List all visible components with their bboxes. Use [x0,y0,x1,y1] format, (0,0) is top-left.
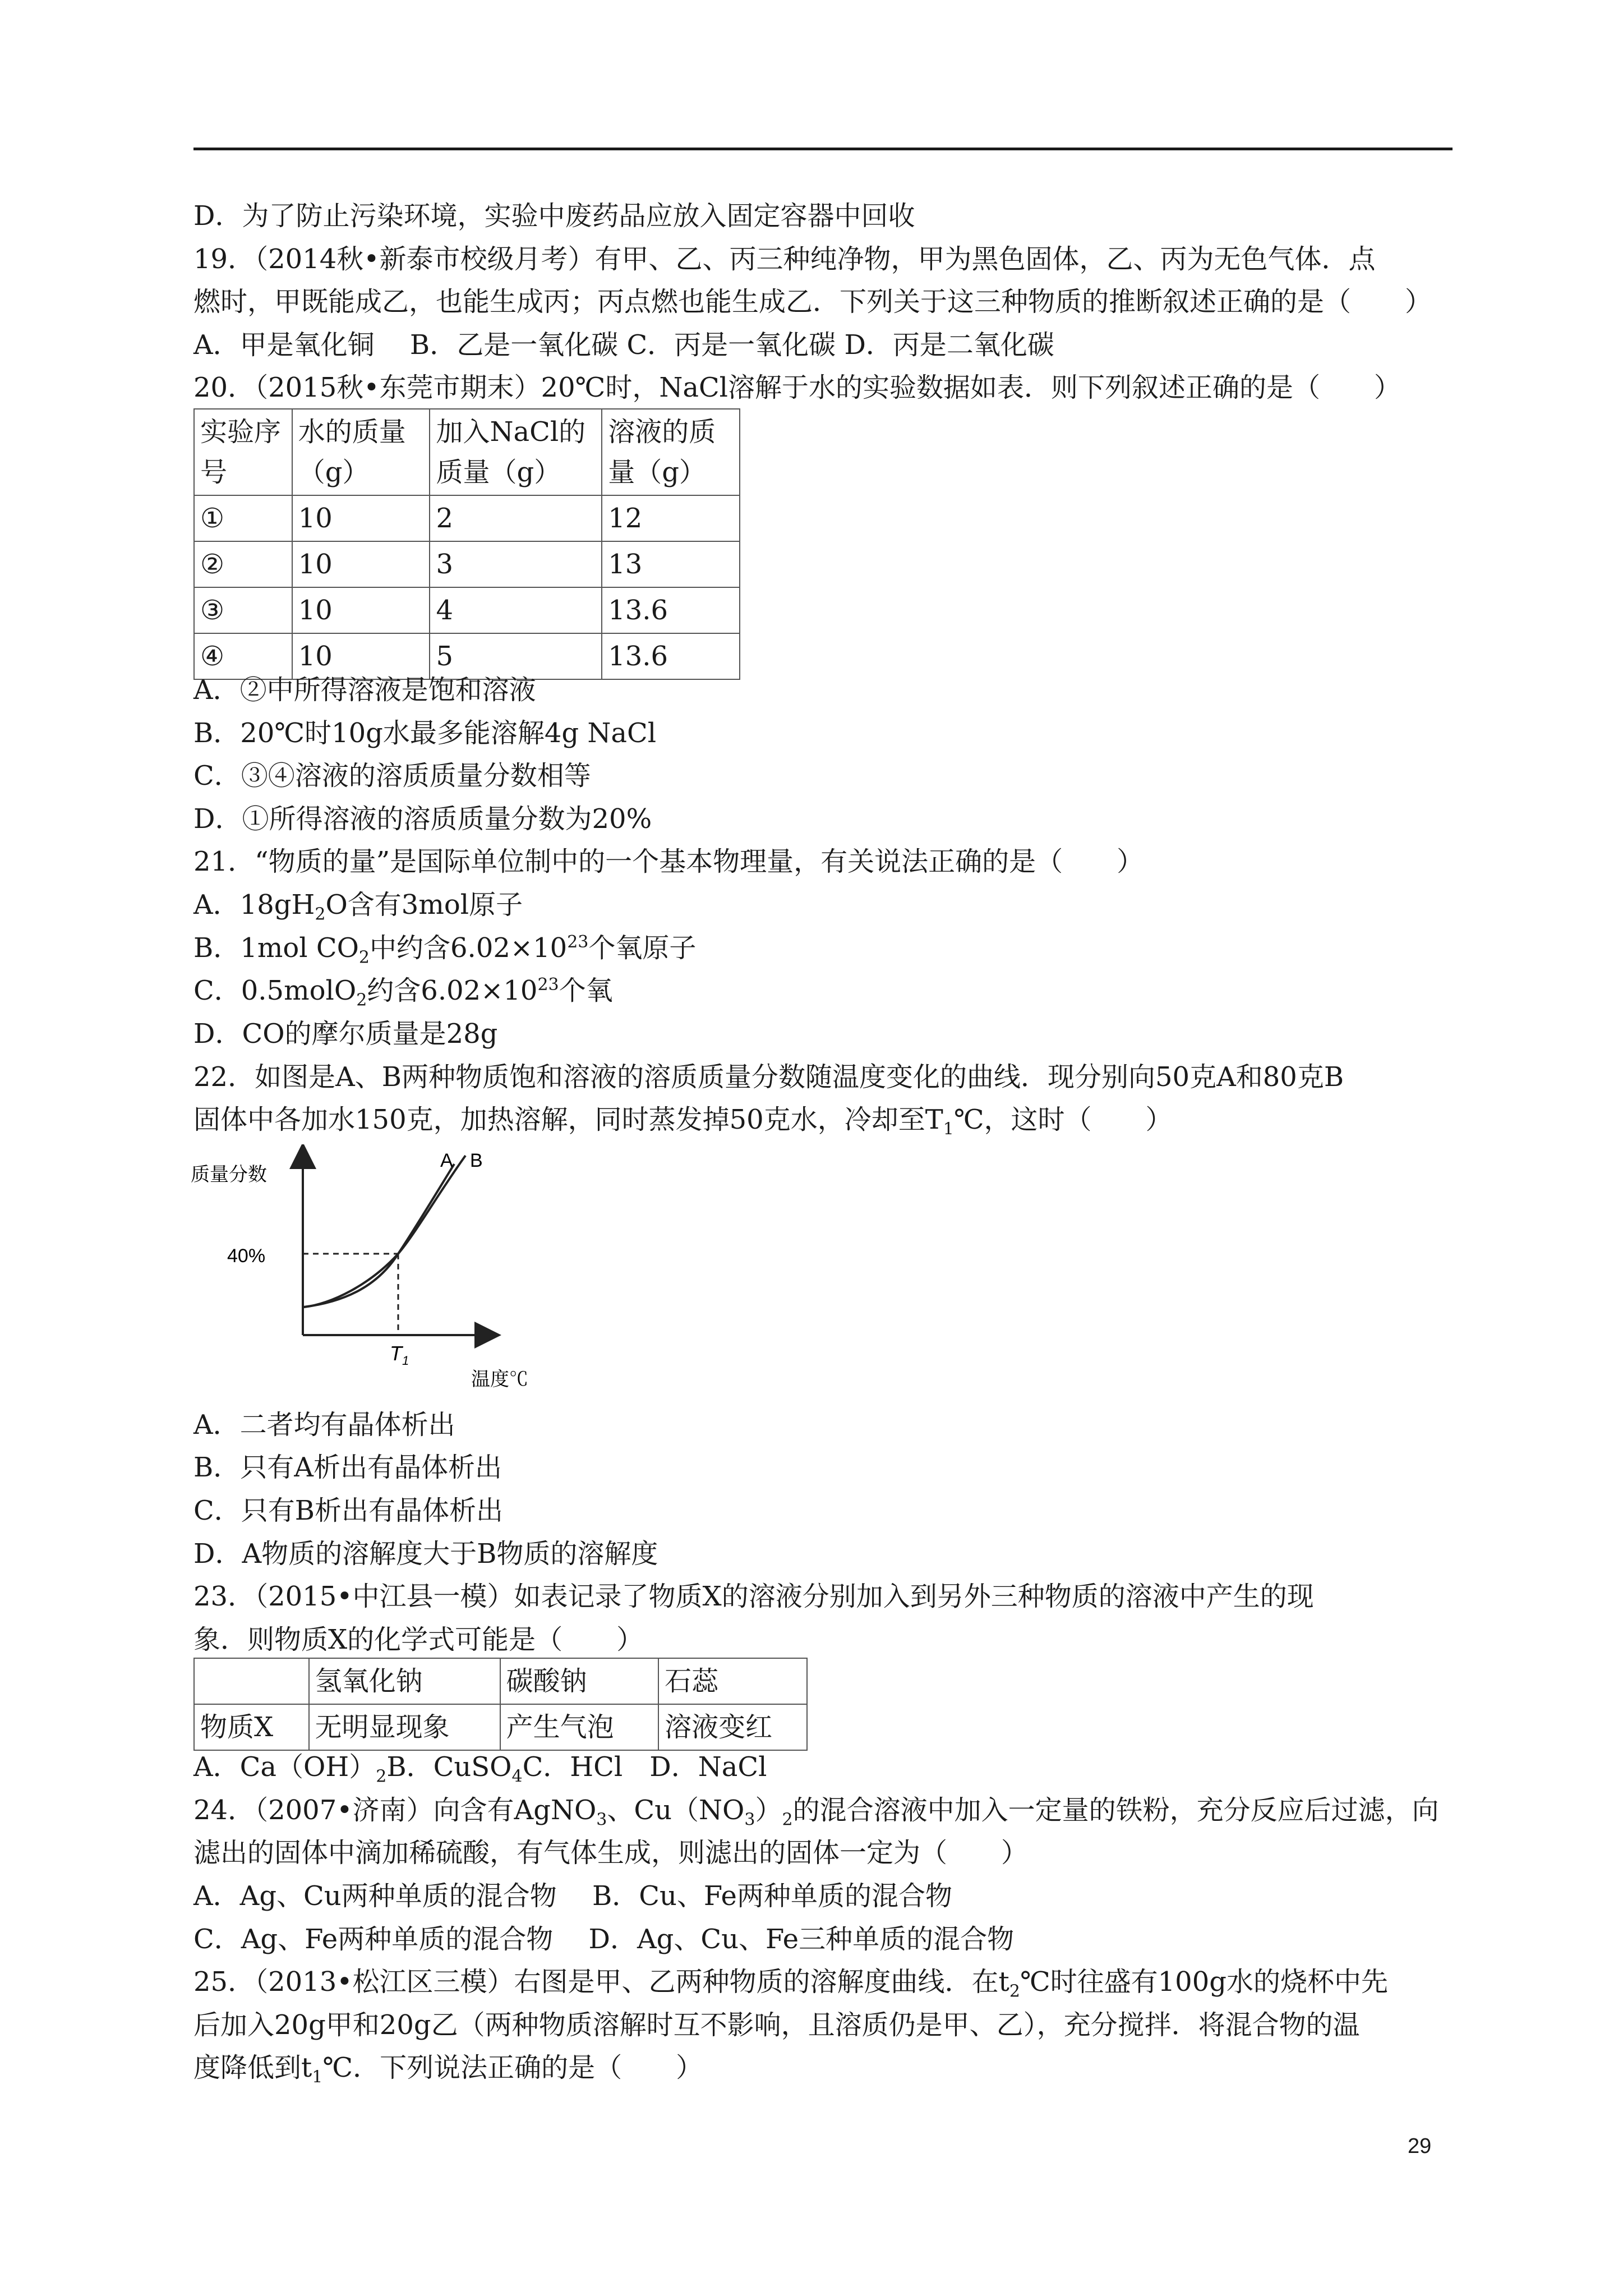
q19-options: A．甲是氧化铜 B．乙是一氧化碳 C．丙是一氧化碳 D．丙是二氧化碳 [193,329,1054,361]
page-number: 29 [1408,2134,1432,2158]
q22-stem-line1: 22．如图是A、B两种物质饱和溶液的溶质质量分数随温度变化的曲线．现分别向50克A和80克B [193,1061,1344,1093]
q19-stem-line1: 19．（2014秋•新泰市校级月考）有甲、乙、丙三种纯净物，甲为黑色固体，乙、丙为无色气体．点 [193,243,1376,275]
table-cell: 物质X [194,1704,309,1750]
table-cell: 12 [602,495,740,541]
q24-stem-line2: 滤出的固体中滴加稀硫酸，有气体生成，则滤出的固体一定为（ ） [193,1837,1029,1869]
table-cell: ④ [194,633,292,679]
q23-stem-line1: 23．（2015•中江县一模）如表记录了物质X的溶液分别加入到另外三种物质的溶液中产生的现 [193,1581,1314,1612]
table-cell: 水的质量 （g） [292,409,430,495]
curve-b-label: B [470,1150,483,1171]
q22-stem-line2: 固体中各加水150克，加热溶解，同时蒸发掉50克水，冷却至$T_1℃$，这时（ ） [193,1104,1173,1139]
table-cell: 溶液变红 [658,1704,807,1750]
q24-options-row2: C．Ag、Fe两种单质的混合物 D．Ag、Cu、Fe三种单质的混合物 [193,1924,1015,1955]
table-row [194,495,740,541]
x-axis-label: 温度℃ [471,1369,528,1390]
table-cell: ① [194,495,292,541]
table-cell: 10 [292,541,430,587]
table-row [194,541,740,587]
table-cell: 碳酸钠 [500,1658,658,1704]
table-cell: 产生气泡 [500,1704,658,1750]
table-cell: 2 [430,495,602,541]
y-tick-label: 40% [227,1245,266,1267]
table-cell: 石蕊 [658,1658,807,1704]
q24-stem-line1: 24．（2007•济南）向含有AgNO$_3$、$Cu(NO_3)_2$的混合溶液中加入一定量的铁粉，充分反应后过滤，向 [193,1795,1439,1830]
table-cell: 溶液的质 量（g） [602,409,740,495]
q21-option-a: A．$18gH_2O$含有3mol原子 [193,889,523,924]
table-row [194,633,740,679]
x-tick-label: $T_1$ [390,1342,409,1368]
q20-option-d: D．①所得溶液的溶质质量分数为20% [193,803,652,835]
q20-stem: 20．（2015秋•东莞市期末）20℃时，NaCl溶解于水的实验数据如表．则下列叙述正确的是（ ） [193,372,1401,403]
curve-a [304,1164,454,1307]
q23-phenomenon-table [193,1658,808,1751]
table-cell: ② [194,541,292,587]
header-rule [193,148,1453,150]
q19-stem-line2: 燃时，甲既能成乙，也能生成丙；丙点燃也能生成乙．下列关于这三种物质的推断叙述正确的是（ ） [193,286,1432,318]
q25-stem-line3: 度降低到$t_1℃$．下列说法正确的是（ ） [193,2052,703,2087]
q21-option-b: B．1mol $CO_2$中约含$6.02\times 10^{23}$个氧原子 [193,932,697,968]
table-cell: 4 [430,587,602,633]
q20-option-a: A．②中所得溶液是饱和溶液 [193,674,536,706]
table-row [194,587,740,633]
table-cell: 10 [292,633,430,679]
q25-stem-line2: 后加入20g甲和20g乙（两种物质溶解时互不影响，且溶质仍是甲、乙），充分搅拌．将混合物的温 [193,2009,1360,2041]
table-header-row [194,409,740,495]
q22-option-b: B．只有A析出有晶体析出 [193,1452,502,1483]
table-row [194,1704,807,1750]
table-cell: 10 [292,587,430,633]
table-cell: 13.6 [602,587,740,633]
q24-options-row1: A．Ag、Cu两种单质的混合物 B．Cu、Fe两种单质的混合物 [193,1880,952,1912]
q20-option-c: C．③④溶液的溶质质量分数相等 [193,760,591,792]
q22-option-d: D．A物质的溶解度大于B物质的溶解度 [193,1538,658,1570]
q18-option-d: D．为了防止污染环境，实验中废药品应放入固定容器中回收 [193,200,915,232]
table-cell: 无明显现象 [309,1704,500,1750]
curve-a-label: A [440,1150,453,1171]
q22-mass-fraction-figure [185,1144,578,1391]
q22-option-a: A．二者均有晶体析出 [193,1409,455,1441]
q20-option-b: B．20℃时10g水最多能溶解4g NaCl [193,717,657,749]
q23-stem-line2: 象．则物质X的化学式可能是（ ） [193,1624,644,1655]
q21-option-c: C．0.5molO$_2$约含$6.02\times 10^{23}$个氧 [193,975,613,1010]
q23-options: A．$Ca(OH)_2B$．CuSO$_4$C．HCl D．NaCl [193,1751,767,1787]
table-cell: 5 [430,633,602,679]
q22-option-c: C．只有B析出有晶体析出 [193,1495,504,1526]
table-cell: 3 [430,541,602,587]
table-cell: 13.6 [602,633,740,679]
table-cell: 加入NaCl的 质量（g） [430,409,602,495]
table-cell: 13 [602,541,740,587]
curve-b [304,1156,465,1307]
table-header-row [194,1658,807,1704]
table-cell: ③ [194,587,292,633]
q25-stem-line1: 25．（2013•松江区三模）右图是甲、乙两种物质的溶解度曲线．在$t_2℃$时往盛有100g水的烧杯中先 [193,1966,1388,2001]
table-cell: 氢氧化钠 [309,1658,500,1704]
table-cell: 10 [292,495,430,541]
q21-option-d: D．CO的摩尔质量是28g [193,1018,498,1050]
q21-stem: 21．“物质的量”是国际单位制中的一个基本物理量，有关说法正确的是（ ） [193,846,1144,877]
table-cell: 实验序 号 [194,409,292,495]
q20-data-table [193,408,740,680]
y-axis-label: 质量分数 [191,1164,267,1185]
table-cell [194,1658,309,1704]
